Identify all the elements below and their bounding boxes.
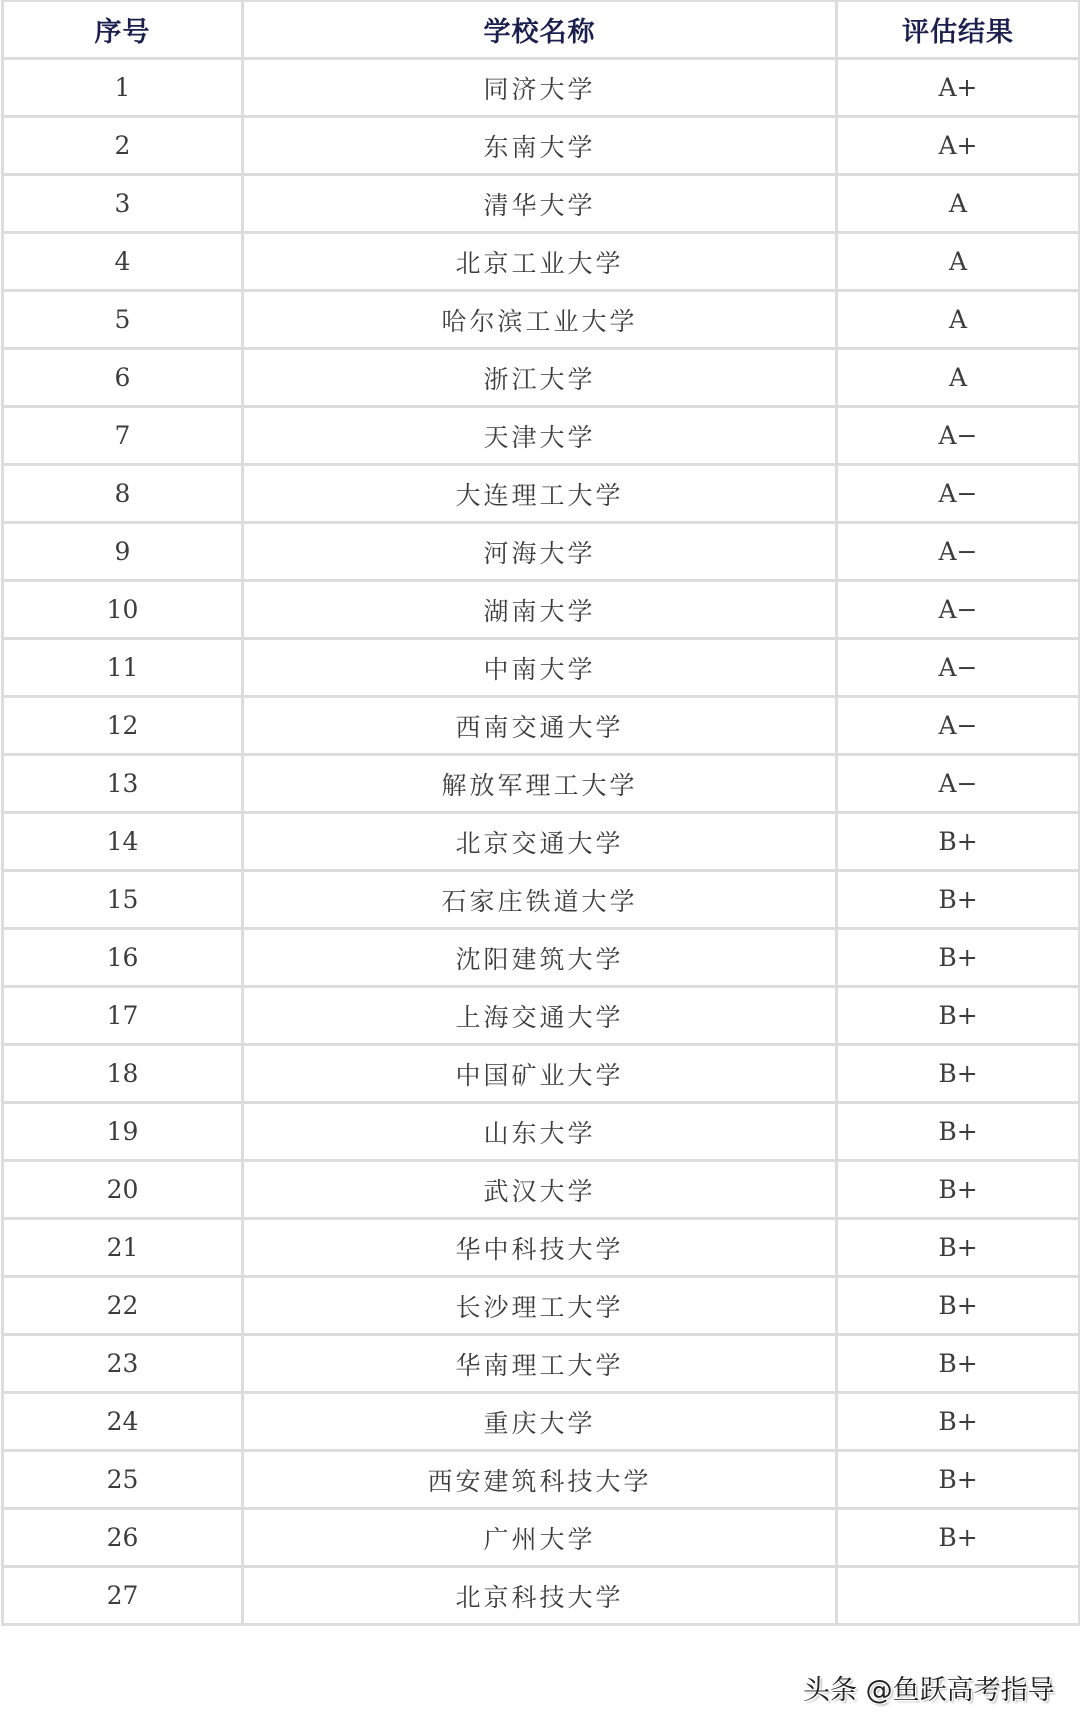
ranking-table [1,0,1080,1626]
row-index: 3 [3,175,243,233]
school-name: 西南交通大学 [243,697,837,755]
evaluation-result: B+ [837,1393,1080,1451]
table-row [3,1335,1080,1393]
table-row [3,59,1080,117]
row-index: 12 [3,697,243,755]
header-row [3,1,1080,59]
row-index: 21 [3,1219,243,1277]
table-row [3,1045,1080,1103]
row-index: 5 [3,291,243,349]
row-index: 14 [3,813,243,871]
school-name: 上海交通大学 [243,987,837,1045]
school-name: 广州大学 [243,1509,837,1567]
evaluation-result: A− [837,465,1080,523]
table-row [3,697,1080,755]
school-name: 大连理工大学 [243,465,837,523]
school-name: 浙江大学 [243,349,837,407]
table-row [3,1509,1080,1567]
table-row [3,1451,1080,1509]
table-row [3,465,1080,523]
school-name: 重庆大学 [243,1393,837,1451]
school-name: 同济大学 [243,59,837,117]
table-row [3,1393,1080,1451]
evaluation-result: A− [837,523,1080,581]
table-row [3,1161,1080,1219]
row-index: 4 [3,233,243,291]
evaluation-result [837,1567,1080,1625]
school-name: 中国矿业大学 [243,1045,837,1103]
row-index: 15 [3,871,243,929]
evaluation-result: A [837,175,1080,233]
evaluation-result: B+ [837,1045,1080,1103]
school-name: 山东大学 [243,1103,837,1161]
table-row [3,349,1080,407]
table-row [3,117,1080,175]
school-name: 湖南大学 [243,581,837,639]
school-name: 北京科技大学 [243,1567,837,1625]
school-name: 沈阳建筑大学 [243,929,837,987]
table-row [3,581,1080,639]
evaluation-result: B+ [837,1509,1080,1567]
row-index: 8 [3,465,243,523]
row-index: 7 [3,407,243,465]
school-name: 解放军理工大学 [243,755,837,813]
school-name: 华南理工大学 [243,1335,837,1393]
school-name: 华中科技大学 [243,1219,837,1277]
table-row [3,1567,1080,1625]
table-row [3,755,1080,813]
school-name: 清华大学 [243,175,837,233]
table-row [3,1219,1080,1277]
row-index: 19 [3,1103,243,1161]
evaluation-result: B+ [837,871,1080,929]
school-name: 北京工业大学 [243,233,837,291]
evaluation-result: A [837,349,1080,407]
table-row [3,523,1080,581]
evaluation-result: B+ [837,1161,1080,1219]
school-name: 北京交通大学 [243,813,837,871]
row-index: 11 [3,639,243,697]
evaluation-result: A− [837,639,1080,697]
row-index: 26 [3,1509,243,1567]
table-row [3,813,1080,871]
school-name: 中南大学 [243,639,837,697]
evaluation-result: A+ [837,117,1080,175]
table-row [3,175,1080,233]
evaluation-result: B+ [837,1219,1080,1277]
watermark: 头条 @鱼跃高考指导 [803,1675,1055,1706]
table-body [3,59,1080,1625]
header-result: 评估结果 [837,1,1080,59]
evaluation-result: A [837,291,1080,349]
row-index: 27 [3,1567,243,1625]
row-index: 23 [3,1335,243,1393]
evaluation-result: B+ [837,929,1080,987]
row-index: 6 [3,349,243,407]
table-row [3,1103,1080,1161]
row-index: 13 [3,755,243,813]
row-index: 25 [3,1451,243,1509]
school-name: 西安建筑科技大学 [243,1451,837,1509]
evaluation-result: B+ [837,1103,1080,1161]
table-row [3,871,1080,929]
header-index: 序号 [3,1,243,59]
school-name: 天津大学 [243,407,837,465]
row-index: 20 [3,1161,243,1219]
table-row [3,291,1080,349]
table-row [3,233,1080,291]
school-name: 哈尔滨工业大学 [243,291,837,349]
row-index: 17 [3,987,243,1045]
evaluation-result: A− [837,755,1080,813]
row-index: 1 [3,59,243,117]
evaluation-result: A− [837,697,1080,755]
row-index: 16 [3,929,243,987]
evaluation-result: B+ [837,813,1080,871]
header-school-name: 学校名称 [243,1,837,59]
evaluation-result: A− [837,407,1080,465]
table-row [3,639,1080,697]
evaluation-result: B+ [837,1277,1080,1335]
evaluation-result: B+ [837,987,1080,1045]
school-name: 石家庄铁道大学 [243,871,837,929]
evaluation-result: A− [837,581,1080,639]
table-row [3,407,1080,465]
school-name: 东南大学 [243,117,837,175]
school-name: 长沙理工大学 [243,1277,837,1335]
school-name: 河海大学 [243,523,837,581]
row-index: 18 [3,1045,243,1103]
table-row [3,929,1080,987]
row-index: 2 [3,117,243,175]
evaluation-result: A [837,233,1080,291]
school-name: 武汉大学 [243,1161,837,1219]
evaluation-result: B+ [837,1335,1080,1393]
row-index: 10 [3,581,243,639]
table-row [3,1277,1080,1335]
table-row [3,987,1080,1045]
row-index: 24 [3,1393,243,1451]
evaluation-result: B+ [837,1451,1080,1509]
row-index: 22 [3,1277,243,1335]
evaluation-result: A+ [837,59,1080,117]
row-index: 9 [3,523,243,581]
